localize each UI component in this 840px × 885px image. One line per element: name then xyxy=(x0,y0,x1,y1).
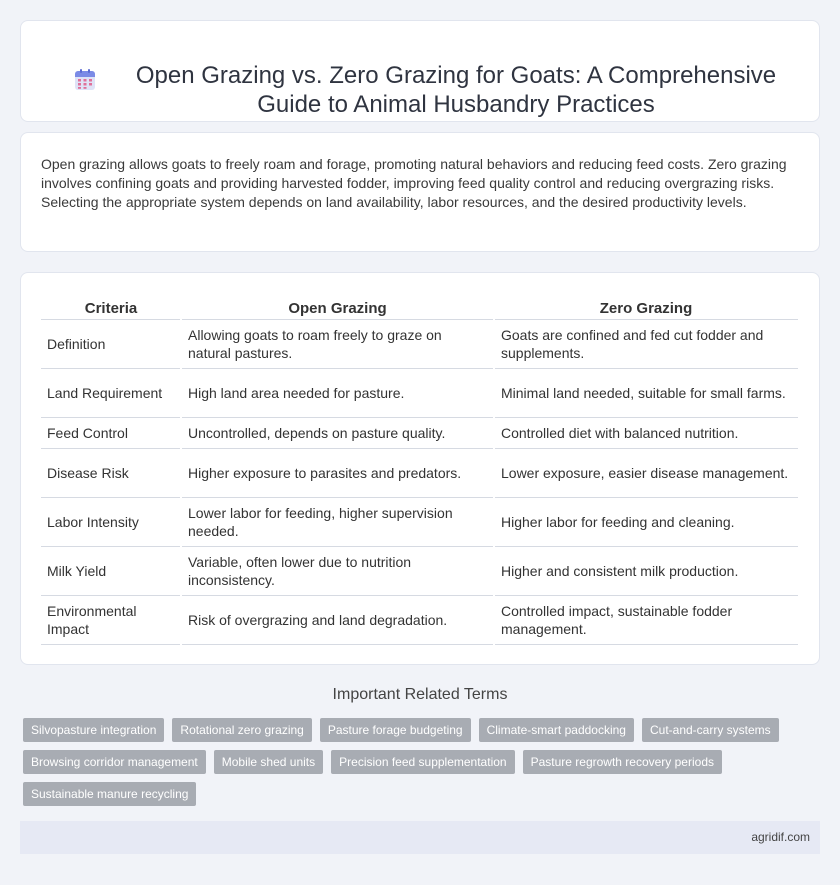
criteria-cell: Feed Control xyxy=(41,417,181,448)
related-term-tag[interactable]: Browsing corridor management xyxy=(23,750,206,774)
footer xyxy=(20,821,820,854)
zero-grazing-cell: Lower exposure, easier disease management. xyxy=(494,448,798,497)
table-row xyxy=(41,448,798,497)
open-grazing-cell: Lower labor for feeding, higher supervision needed. xyxy=(181,497,494,546)
open-grazing-cell: Uncontrolled, depends on pasture quality. xyxy=(181,417,494,448)
zero-grazing-cell: Higher and consistent milk production. xyxy=(494,546,798,595)
related-term-tag[interactable]: Climate-smart paddocking xyxy=(479,718,634,742)
related-term-tag[interactable]: Rotational zero grazing xyxy=(172,718,311,742)
comparison-card xyxy=(20,272,820,665)
criteria-cell: Labor Intensity xyxy=(41,497,181,546)
table-row xyxy=(41,319,798,368)
page-title: Open Grazing vs. Zero Grazing for Goats: A Comprehensive Guide to Animal Husbandry Practices xyxy=(135,62,777,118)
related-term-tag[interactable]: Mobile shed units xyxy=(214,750,323,774)
header-open-grazing: Open Grazing xyxy=(181,297,494,319)
criteria-cell: Land Requirement xyxy=(41,368,181,417)
footer-site-link[interactable]: agridif.com xyxy=(751,830,810,844)
intro-card xyxy=(20,132,820,252)
zero-grazing-cell: Higher labor for feeding and cleaning. xyxy=(494,497,798,546)
criteria-cell: Milk Yield xyxy=(41,546,181,595)
criteria-cell: Definition xyxy=(41,319,181,368)
table-row xyxy=(41,368,798,417)
table-row xyxy=(41,546,798,595)
zero-grazing-cell: Goats are confined and fed cut fodder and supplements. xyxy=(494,319,798,368)
related-term-tag[interactable]: Precision feed supplementation xyxy=(331,750,514,774)
related-term-tag[interactable]: Pasture regrowth recovery periods xyxy=(523,750,722,774)
related-term-tag[interactable]: Pasture forage budgeting xyxy=(320,718,471,742)
table-row xyxy=(41,497,798,546)
table-row xyxy=(41,417,798,448)
open-grazing-cell: Variable, often lower due to nutrition inconsistency. xyxy=(181,546,494,595)
open-grazing-cell: High land area needed for pasture. xyxy=(181,368,494,417)
calendar-icon xyxy=(73,68,97,92)
criteria-cell: Environmental Impact xyxy=(41,595,181,644)
table-header-row xyxy=(41,297,798,319)
zero-grazing-cell: Minimal land needed, suitable for small farms. xyxy=(494,368,798,417)
header-zero-grazing: Zero Grazing xyxy=(494,297,798,319)
criteria-cell: Disease Risk xyxy=(41,448,181,497)
related-term-tag[interactable]: Cut-and-carry systems xyxy=(642,718,779,742)
table-row xyxy=(41,595,798,644)
header-criteria: Criteria xyxy=(41,297,181,319)
zero-grazing-cell: Controlled diet with balanced nutrition. xyxy=(494,417,798,448)
open-grazing-cell: Risk of overgrazing and land degradation. xyxy=(181,595,494,644)
title-card xyxy=(20,20,820,122)
related-term-tag[interactable]: Sustainable manure recycling xyxy=(23,782,196,806)
related-term-tag[interactable]: Silvopasture integration xyxy=(23,718,164,742)
related-terms-list xyxy=(23,718,813,806)
zero-grazing-cell: Controlled impact, sustainable fodder management. xyxy=(494,595,798,644)
comparison-table xyxy=(41,297,798,645)
intro-text: Open grazing allows goats to freely roam and forage, promoting natural behaviors and reducing feed costs. Zero grazing involves confining goats and providing harvested fodder, improving feed quality control and reducing overgrazing risks. Selecting the appropriate system depends on land availability, labor resources, and the desired productivity levels. xyxy=(41,156,787,210)
open-grazing-cell: Allowing goats to roam freely to graze on natural pastures. xyxy=(181,319,494,368)
related-terms-heading: Important Related Terms xyxy=(332,686,508,703)
open-grazing-cell: Higher exposure to parasites and predators. xyxy=(181,448,494,497)
